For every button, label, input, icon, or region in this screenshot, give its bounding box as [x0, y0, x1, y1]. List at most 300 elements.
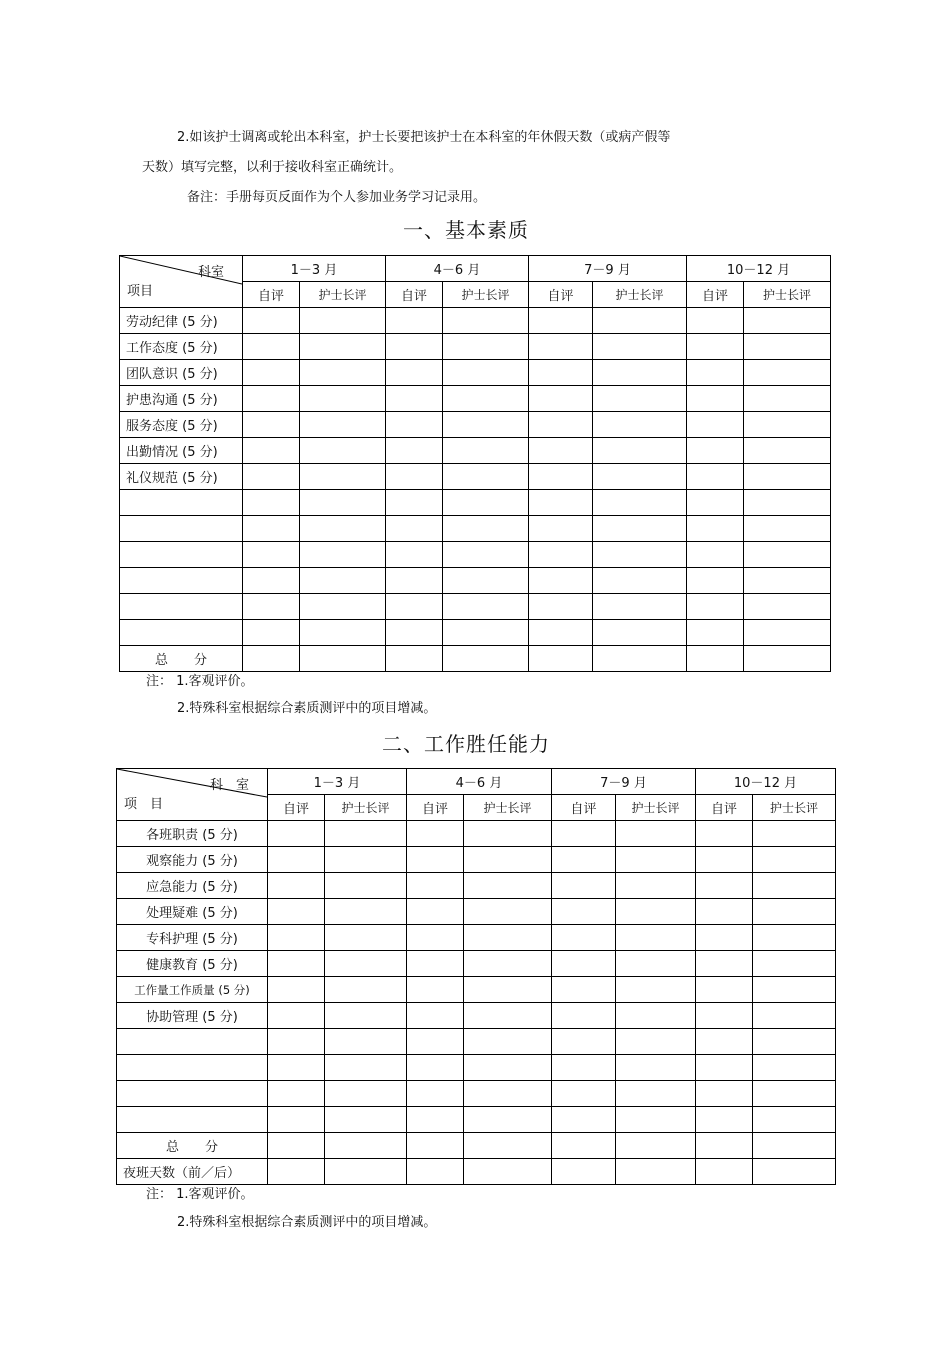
- score-cell[interactable]: [464, 1107, 552, 1133]
- self-eval-header: 自评: [407, 795, 464, 821]
- score-cell[interactable]: [593, 568, 687, 594]
- score-cell[interactable]: [616, 951, 696, 977]
- score-cell[interactable]: [696, 1133, 753, 1159]
- score-cell[interactable]: [464, 951, 552, 977]
- score-cell[interactable]: [268, 1003, 325, 1029]
- row-label: 礼仪规范 (5 分): [120, 464, 243, 490]
- score-cell[interactable]: [593, 542, 687, 568]
- score-cell[interactable]: [696, 899, 753, 925]
- score-cell[interactable]: [552, 899, 616, 925]
- self-eval-header: 自评: [552, 795, 616, 821]
- score-cell[interactable]: [325, 1003, 407, 1029]
- header-diagonal-cell: [120, 256, 243, 308]
- score-cell[interactable]: [696, 821, 753, 847]
- score-cell[interactable]: [300, 412, 386, 438]
- score-cell[interactable]: [687, 386, 744, 412]
- table-row: [120, 412, 831, 438]
- score-cell[interactable]: [464, 821, 552, 847]
- score-cell[interactable]: [407, 1081, 464, 1107]
- table-row: [120, 438, 831, 464]
- score-cell[interactable]: [616, 1055, 696, 1081]
- score-cell[interactable]: [386, 620, 443, 646]
- score-cell[interactable]: [443, 412, 529, 438]
- score-cell[interactable]: [407, 1003, 464, 1029]
- score-cell[interactable]: [552, 1055, 616, 1081]
- score-cell[interactable]: [300, 568, 386, 594]
- score-cell[interactable]: [268, 1133, 325, 1159]
- score-cell[interactable]: [753, 873, 836, 899]
- table-row: [117, 873, 836, 899]
- score-cell[interactable]: [243, 308, 300, 334]
- score-cell[interactable]: [696, 847, 753, 873]
- score-cell[interactable]: [696, 1003, 753, 1029]
- score-cell[interactable]: [687, 516, 744, 542]
- self-eval-header: 自评: [529, 282, 593, 308]
- score-cell[interactable]: [325, 821, 407, 847]
- score-cell[interactable]: [268, 1029, 325, 1055]
- score-cell[interactable]: [552, 1003, 616, 1029]
- score-cell[interactable]: [407, 1029, 464, 1055]
- quarter-header: 7－9 月: [552, 769, 696, 795]
- score-cell[interactable]: [529, 412, 593, 438]
- score-cell[interactable]: [464, 925, 552, 951]
- intro-line-2: 天数）填写完整，以利于接收科室正确统计。: [142, 160, 403, 175]
- score-cell[interactable]: [687, 490, 744, 516]
- score-cell[interactable]: [552, 951, 616, 977]
- table-row: [117, 899, 836, 925]
- table-row: [117, 925, 836, 951]
- score-cell[interactable]: [386, 438, 443, 464]
- score-cell[interactable]: [464, 1081, 552, 1107]
- score-cell[interactable]: [687, 568, 744, 594]
- score-cell[interactable]: [443, 464, 529, 490]
- score-cell[interactable]: [243, 412, 300, 438]
- score-cell[interactable]: [744, 412, 831, 438]
- score-cell[interactable]: [753, 1003, 836, 1029]
- score-cell[interactable]: [325, 925, 407, 951]
- score-cell[interactable]: [386, 308, 443, 334]
- score-cell[interactable]: [386, 594, 443, 620]
- score-cell[interactable]: [407, 873, 464, 899]
- score-cell[interactable]: [593, 360, 687, 386]
- score-cell[interactable]: [744, 464, 831, 490]
- score-cell[interactable]: [386, 490, 443, 516]
- score-cell[interactable]: [529, 464, 593, 490]
- score-cell[interactable]: [300, 542, 386, 568]
- table-row: [117, 821, 836, 847]
- quarter-header: 4－6 月: [407, 769, 552, 795]
- score-cell[interactable]: [386, 542, 443, 568]
- score-cell[interactable]: [687, 412, 744, 438]
- score-cell[interactable]: [696, 1159, 753, 1185]
- section-title-work-competence: 二、工作胜任能力: [382, 732, 550, 756]
- score-cell[interactable]: [593, 438, 687, 464]
- score-cell[interactable]: [300, 360, 386, 386]
- score-cell[interactable]: [443, 438, 529, 464]
- score-cell[interactable]: [443, 542, 529, 568]
- self-eval-header: 自评: [268, 795, 325, 821]
- score-cell[interactable]: [753, 847, 836, 873]
- score-cell[interactable]: [268, 1159, 325, 1185]
- score-cell[interactable]: [529, 490, 593, 516]
- score-cell[interactable]: [243, 646, 300, 672]
- score-cell[interactable]: [268, 977, 325, 1003]
- head-nurse-eval-header: 护士长评: [753, 795, 836, 821]
- row-label: 应急能力 (5 分): [117, 873, 268, 899]
- score-cell[interactable]: [325, 1133, 407, 1159]
- score-cell[interactable]: [753, 1081, 836, 1107]
- row-label: [120, 568, 243, 594]
- score-cell[interactable]: [529, 516, 593, 542]
- score-cell[interactable]: [552, 977, 616, 1003]
- score-cell[interactable]: [243, 542, 300, 568]
- score-cell[interactable]: [616, 1133, 696, 1159]
- table-row: [117, 1107, 836, 1133]
- row-label: 工作量工作质量 (5 分): [117, 977, 268, 1003]
- score-cell[interactable]: [268, 821, 325, 847]
- score-cell[interactable]: [325, 873, 407, 899]
- score-cell[interactable]: [386, 412, 443, 438]
- score-cell[interactable]: [443, 516, 529, 542]
- score-cell[interactable]: [407, 1055, 464, 1081]
- score-cell[interactable]: [593, 646, 687, 672]
- score-cell[interactable]: [529, 360, 593, 386]
- score-cell[interactable]: [753, 1029, 836, 1055]
- dept-label: 科室: [197, 265, 224, 280]
- dept-label: 科 室: [209, 778, 249, 793]
- score-cell[interactable]: [243, 386, 300, 412]
- score-cell[interactable]: [443, 334, 529, 360]
- score-cell[interactable]: [753, 925, 836, 951]
- score-cell[interactable]: [325, 977, 407, 1003]
- score-cell[interactable]: [268, 1081, 325, 1107]
- score-cell[interactable]: [687, 646, 744, 672]
- total-label: 总 分: [120, 646, 243, 672]
- score-cell[interactable]: [552, 1081, 616, 1107]
- score-cell[interactable]: [407, 951, 464, 977]
- score-cell[interactable]: [552, 1133, 616, 1159]
- score-cell[interactable]: [443, 646, 529, 672]
- note-2: 2.特殊科室根据综合素质测评中的项目增减。: [177, 701, 437, 716]
- score-cell[interactable]: [753, 899, 836, 925]
- head-nurse-eval-header: 护士长评: [616, 795, 696, 821]
- section-title-basic-quality: 一、基本素质: [403, 218, 529, 242]
- score-cell[interactable]: [687, 438, 744, 464]
- score-cell[interactable]: [325, 1107, 407, 1133]
- quarter-header: 10－12 月: [696, 769, 836, 795]
- table-row: [117, 951, 836, 977]
- score-cell[interactable]: [616, 1081, 696, 1107]
- score-cell[interactable]: [696, 1029, 753, 1055]
- score-cell[interactable]: [300, 334, 386, 360]
- table-row: [117, 847, 836, 873]
- score-cell[interactable]: [744, 594, 831, 620]
- score-cell[interactable]: [325, 1055, 407, 1081]
- score-cell[interactable]: [325, 847, 407, 873]
- table-row: [120, 386, 831, 412]
- score-cell[interactable]: [593, 516, 687, 542]
- row-label: 出勤情况 (5 分): [120, 438, 243, 464]
- quarter-header: 1－3 月: [243, 256, 386, 282]
- score-cell[interactable]: [268, 925, 325, 951]
- score-cell[interactable]: [407, 821, 464, 847]
- score-cell[interactable]: [443, 594, 529, 620]
- note-2: 2.特殊科室根据综合素质测评中的项目增减。: [177, 1215, 437, 1230]
- score-cell[interactable]: [616, 899, 696, 925]
- score-cell[interactable]: [268, 847, 325, 873]
- score-cell[interactable]: [300, 646, 386, 672]
- score-cell[interactable]: [243, 438, 300, 464]
- score-cell[interactable]: [687, 334, 744, 360]
- table-row: [120, 464, 831, 490]
- score-cell[interactable]: [300, 464, 386, 490]
- row-label: 健康教育 (5 分): [117, 951, 268, 977]
- row-label: 团队意识 (5 分): [120, 360, 243, 386]
- score-cell[interactable]: [243, 594, 300, 620]
- score-cell[interactable]: [753, 1055, 836, 1081]
- score-cell[interactable]: [443, 620, 529, 646]
- score-cell[interactable]: [243, 516, 300, 542]
- head-nurse-eval-header: 护士长评: [300, 282, 386, 308]
- score-cell[interactable]: [616, 821, 696, 847]
- score-cell[interactable]: [687, 360, 744, 386]
- score-cell[interactable]: [696, 1107, 753, 1133]
- intro-remark: 备注：手册每页反面作为个人参加业务学习记录用。: [187, 190, 487, 205]
- score-cell[interactable]: [325, 951, 407, 977]
- score-cell[interactable]: [753, 1159, 836, 1185]
- row-label: [120, 542, 243, 568]
- score-cell[interactable]: [744, 516, 831, 542]
- night-shift-label: 夜班天数（前／后）: [117, 1159, 268, 1185]
- score-cell[interactable]: [407, 847, 464, 873]
- work-competence-table: [116, 768, 836, 1185]
- score-cell[interactable]: [443, 360, 529, 386]
- score-cell[interactable]: [464, 873, 552, 899]
- score-cell[interactable]: [744, 308, 831, 334]
- score-cell[interactable]: [616, 847, 696, 873]
- score-cell[interactable]: [268, 1107, 325, 1133]
- quarter-header: 1－3 月: [268, 769, 407, 795]
- score-cell[interactable]: [407, 925, 464, 951]
- score-cell[interactable]: [696, 1055, 753, 1081]
- score-cell[interactable]: [386, 334, 443, 360]
- score-cell[interactable]: [464, 1055, 552, 1081]
- score-cell[interactable]: [300, 594, 386, 620]
- score-cell[interactable]: [593, 386, 687, 412]
- self-eval-header: 自评: [687, 282, 744, 308]
- head-nurse-eval-header: 护士长评: [325, 795, 407, 821]
- score-cell[interactable]: [593, 334, 687, 360]
- row-label: 处理疑难 (5 分): [117, 899, 268, 925]
- score-cell[interactable]: [300, 438, 386, 464]
- score-cell[interactable]: [552, 1107, 616, 1133]
- score-cell[interactable]: [753, 951, 836, 977]
- row-label: 观察能力 (5 分): [117, 847, 268, 873]
- score-cell[interactable]: [616, 977, 696, 1003]
- score-cell[interactable]: [593, 620, 687, 646]
- score-cell[interactable]: [552, 925, 616, 951]
- score-cell[interactable]: [616, 1029, 696, 1055]
- row-label: 协助管理 (5 分): [117, 1003, 268, 1029]
- score-cell[interactable]: [268, 899, 325, 925]
- table-row: [120, 360, 831, 386]
- score-cell[interactable]: [616, 1107, 696, 1133]
- score-cell[interactable]: [464, 1159, 552, 1185]
- table-row: [120, 490, 831, 516]
- row-label: [117, 1081, 268, 1107]
- table-row: [117, 1081, 836, 1107]
- score-cell[interactable]: [753, 977, 836, 1003]
- score-cell[interactable]: [744, 542, 831, 568]
- score-cell[interactable]: [300, 620, 386, 646]
- score-cell[interactable]: [687, 308, 744, 334]
- score-cell[interactable]: [593, 464, 687, 490]
- score-cell[interactable]: [407, 1159, 464, 1185]
- score-cell[interactable]: [687, 620, 744, 646]
- score-cell[interactable]: [386, 360, 443, 386]
- score-cell[interactable]: [300, 490, 386, 516]
- head-nurse-eval-header: 护士长评: [744, 282, 831, 308]
- score-cell[interactable]: [616, 925, 696, 951]
- score-cell[interactable]: [407, 977, 464, 1003]
- score-cell[interactable]: [300, 516, 386, 542]
- score-cell[interactable]: [529, 308, 593, 334]
- score-cell[interactable]: [744, 334, 831, 360]
- score-cell[interactable]: [243, 360, 300, 386]
- table-row: [120, 516, 831, 542]
- score-cell[interactable]: [243, 334, 300, 360]
- score-cell[interactable]: [386, 516, 443, 542]
- score-cell[interactable]: [552, 821, 616, 847]
- note-1: 注： 1.客观评价。: [146, 674, 254, 689]
- score-cell[interactable]: [464, 1029, 552, 1055]
- row-label: [117, 1107, 268, 1133]
- table-row: [117, 1003, 836, 1029]
- score-cell[interactable]: [464, 977, 552, 1003]
- score-cell[interactable]: [407, 1133, 464, 1159]
- score-cell[interactable]: [616, 1159, 696, 1185]
- score-cell[interactable]: [386, 464, 443, 490]
- score-cell[interactable]: [696, 951, 753, 977]
- item-label: 项 目: [124, 797, 164, 812]
- score-cell[interactable]: [744, 646, 831, 672]
- score-cell[interactable]: [529, 568, 593, 594]
- score-cell[interactable]: [696, 873, 753, 899]
- score-cell[interactable]: [386, 386, 443, 412]
- score-cell[interactable]: [696, 1081, 753, 1107]
- score-cell[interactable]: [464, 1003, 552, 1029]
- score-cell[interactable]: [325, 899, 407, 925]
- score-cell[interactable]: [407, 899, 464, 925]
- row-label: 专科护理 (5 分): [117, 925, 268, 951]
- score-cell[interactable]: [552, 873, 616, 899]
- score-cell[interactable]: [696, 977, 753, 1003]
- score-cell[interactable]: [529, 334, 593, 360]
- table-row: [120, 308, 831, 334]
- score-cell[interactable]: [616, 873, 696, 899]
- score-cell[interactable]: [696, 925, 753, 951]
- score-cell[interactable]: [593, 308, 687, 334]
- score-cell[interactable]: [744, 386, 831, 412]
- note-1: 注： 1.客观评价。: [146, 1187, 254, 1202]
- row-label: 护患沟通 (5 分): [120, 386, 243, 412]
- score-cell[interactable]: [325, 1029, 407, 1055]
- score-cell[interactable]: [464, 899, 552, 925]
- score-cell[interactable]: [687, 542, 744, 568]
- score-cell[interactable]: [529, 386, 593, 412]
- score-cell[interactable]: [407, 1107, 464, 1133]
- score-cell[interactable]: [529, 620, 593, 646]
- table-row: [120, 594, 831, 620]
- score-cell[interactable]: [593, 594, 687, 620]
- score-cell[interactable]: [687, 464, 744, 490]
- score-cell[interactable]: [464, 847, 552, 873]
- item-label: 项目: [127, 284, 154, 299]
- score-cell[interactable]: [443, 490, 529, 516]
- score-cell[interactable]: [443, 386, 529, 412]
- score-cell[interactable]: [386, 568, 443, 594]
- score-cell[interactable]: [753, 821, 836, 847]
- score-cell[interactable]: [300, 308, 386, 334]
- score-cell[interactable]: [753, 1107, 836, 1133]
- score-cell[interactable]: [529, 594, 593, 620]
- score-cell[interactable]: [552, 847, 616, 873]
- table-row: [120, 568, 831, 594]
- row-label: [120, 490, 243, 516]
- score-cell[interactable]: [325, 1081, 407, 1107]
- score-cell[interactable]: [243, 490, 300, 516]
- score-cell[interactable]: [464, 1133, 552, 1159]
- score-cell[interactable]: [443, 568, 529, 594]
- score-cell[interactable]: [616, 1003, 696, 1029]
- score-cell[interactable]: [243, 568, 300, 594]
- score-cell[interactable]: [529, 542, 593, 568]
- score-cell[interactable]: [552, 1029, 616, 1055]
- table-row: [120, 542, 831, 568]
- row-label: [120, 594, 243, 620]
- table-row: [117, 977, 836, 1003]
- score-cell[interactable]: [753, 1133, 836, 1159]
- score-cell[interactable]: [593, 490, 687, 516]
- score-cell[interactable]: [744, 568, 831, 594]
- score-cell[interactable]: [243, 464, 300, 490]
- score-cell[interactable]: [325, 1159, 407, 1185]
- head-nurse-eval-header: 护士长评: [593, 282, 687, 308]
- self-eval-header: 自评: [386, 282, 443, 308]
- intro-line-1: 2.如该护士调离或轮出本科室，护士长要把该护士在本科室的年休假天数（或病产假等: [177, 130, 671, 145]
- score-cell[interactable]: [268, 951, 325, 977]
- score-cell[interactable]: [744, 490, 831, 516]
- score-cell[interactable]: [300, 386, 386, 412]
- score-cell[interactable]: [744, 360, 831, 386]
- score-cell[interactable]: [443, 308, 529, 334]
- score-cell[interactable]: [744, 620, 831, 646]
- score-cell[interactable]: [386, 646, 443, 672]
- score-cell[interactable]: [593, 412, 687, 438]
- score-cell[interactable]: [552, 1159, 616, 1185]
- quarter-header: 7－9 月: [529, 256, 687, 282]
- score-cell[interactable]: [529, 438, 593, 464]
- score-cell[interactable]: [744, 438, 831, 464]
- self-eval-header: 自评: [696, 795, 753, 821]
- score-cell[interactable]: [268, 1055, 325, 1081]
- row-label: 服务态度 (5 分): [120, 412, 243, 438]
- score-cell[interactable]: [687, 594, 744, 620]
- score-cell[interactable]: [529, 646, 593, 672]
- score-cell[interactable]: [268, 873, 325, 899]
- score-cell[interactable]: [243, 620, 300, 646]
- quarter-header: 4－6 月: [386, 256, 529, 282]
